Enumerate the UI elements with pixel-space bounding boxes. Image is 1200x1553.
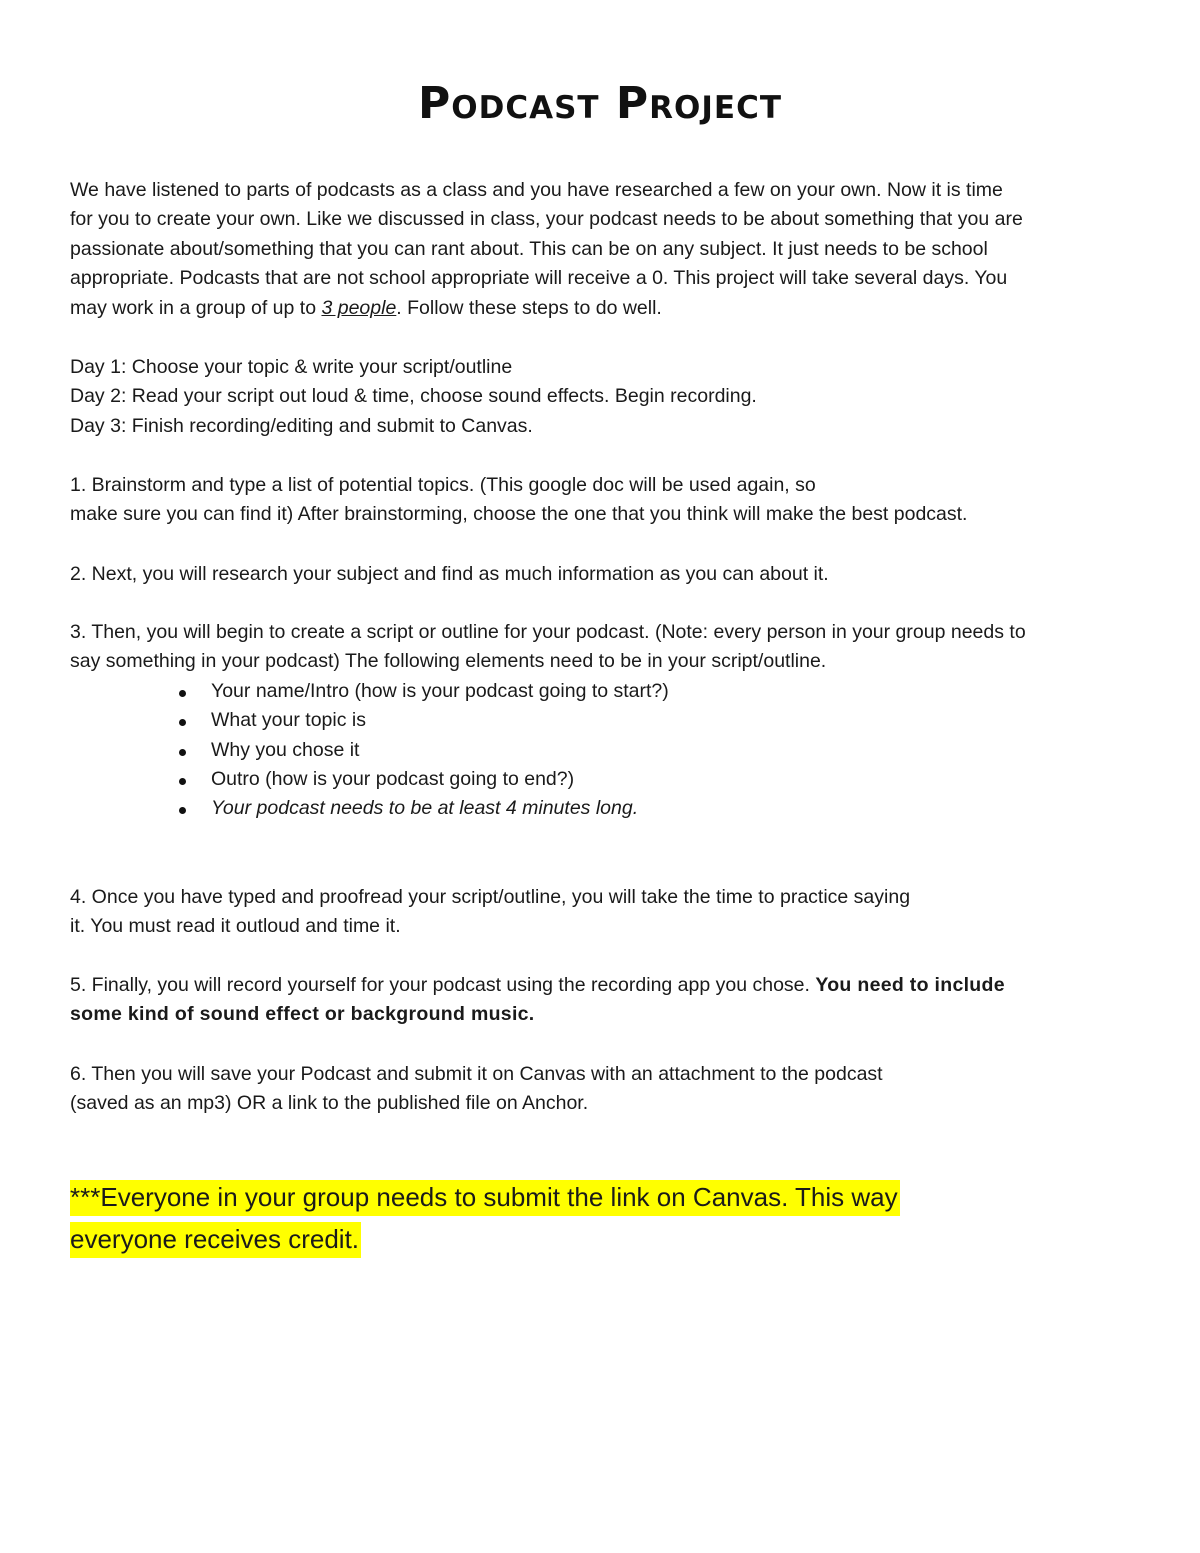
bullet-icon [179,807,186,814]
step-line: 3. Then, you will begin to create a script or outline for your podcast. (Note: every person in your group needs to [70,621,1026,643]
step-4 [70,883,1135,942]
step-text: 5. Finally, you will record yourself for your podcast using the recording app you chose. [70,974,816,996]
step-line: 2. Next, you will research your subject and find as much information as you can about it. [70,563,829,585]
step-line: 4. Once you have typed and proofread your script/outline, you will take the time to practice saying [70,886,911,908]
step-line [70,971,1135,1000]
script-elements-list [70,677,1135,824]
page-title: Podcast Project [418,78,782,129]
highlighted-note [70,1176,900,1260]
day-item: Day 1: Choose your topic & write your script/outline [70,356,513,378]
group-size-emphasis: 3 people [321,296,397,319]
step-line: make sure you can find it) After brainstorming, choose the one that you think will make the best podcast. [70,503,968,526]
step-line: say something in your podcast) The following elements need to be in your script/outline. [70,650,827,673]
step-line: it. You must read it outloud and time it. [70,915,401,938]
day-schedule [70,353,1135,441]
bullet-icon [179,749,186,756]
step-line: (saved as an mp3) OR a link to the published file on Anchor. [70,1092,589,1115]
list-item [70,765,1135,794]
bullet-icon [179,719,186,726]
list-item-text: Why you chose it [211,738,360,761]
intro-text: . Follow these steps to do well. [396,296,662,319]
step-bold-text: You need to include [815,974,1005,996]
step-6 [70,1060,1135,1119]
list-item-text: Your podcast needs to be at least 4 minutes long. [211,797,639,820]
note-line: ***Everyone in your group needs to submit the link on Canvas. This way [70,1180,900,1216]
list-item-text: Your name/Intro (how is your podcast going to start?) [211,679,669,702]
step-5 [70,971,1135,1030]
intro-line: appropriate. Podcasts that are not school appropriate will receive a 0. This project will take several days. You [70,267,1008,290]
day-item: Day 3: Finish recording/editing and submit to Canvas. [70,414,533,437]
step-1 [70,471,1135,530]
intro-line: passionate about/something that you can rant about. This can be on any subject. It just needs to be school [70,237,988,260]
list-item [70,794,1135,823]
step-2 [70,560,1135,589]
intro-line: We have listened to parts of podcasts as a class and you have researched a few on your own. Now it is time [70,179,1003,201]
list-item [70,677,1135,706]
list-item [70,736,1135,765]
day-item: Day 2: Read your script out loud & time, choose sound effects. Begin recording. [70,385,757,408]
list-item [70,706,1135,735]
intro-paragraph [70,176,1135,323]
list-item-text: Outro (how is your podcast going to end?) [211,767,575,790]
list-item-text: What your topic is [211,709,366,732]
bullet-icon [179,778,186,785]
intro-text: may work in a group of up to [70,296,322,319]
step-line: 6. Then you will save your Podcast and submit it on Canvas with an attachment to the podcast [70,1063,883,1085]
bullet-icon [179,690,186,697]
step-line: 1. Brainstorm and type a list of potential topics. (This google doc will be used again, so [70,474,816,496]
note-line: everyone receives credit. [70,1222,361,1258]
intro-line: for you to create your own. Like we discussed in class, your podcast needs to be about something that you are [70,208,1023,231]
intro-line-last [70,294,1135,323]
step-bold-text: some kind of sound effect or background music. [70,1003,535,1026]
step-3 [70,618,1135,824]
